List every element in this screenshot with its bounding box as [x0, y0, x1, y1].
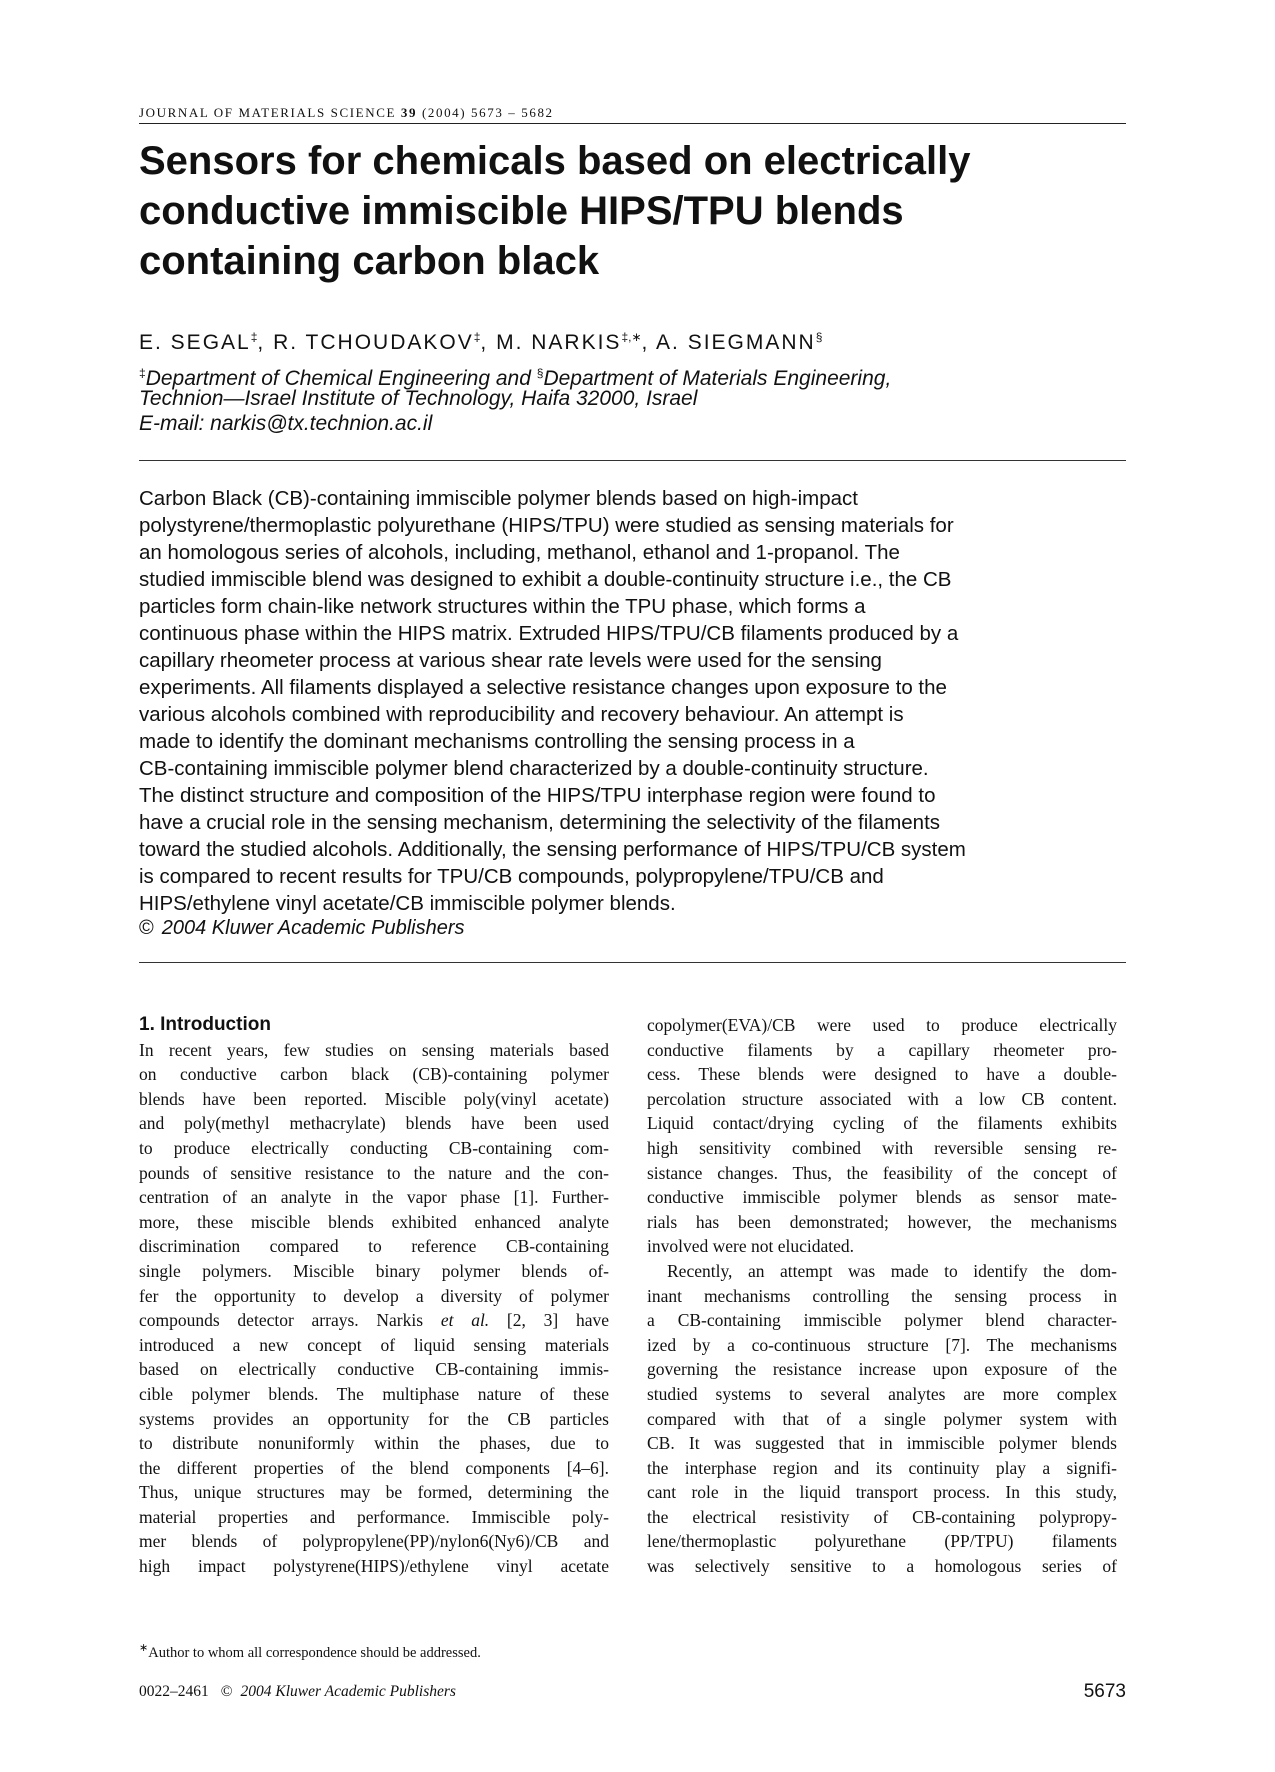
- abstract-line: toward the studied alcohols. Additionally, the sensing performance of HIPS/TPU/CB system: [139, 838, 966, 861]
- author-separator: ,: [257, 331, 274, 354]
- abstract-line: polystyrene/thermoplastic polyurethane (HIPS/TPU) were studied as sensing materials for: [139, 514, 954, 537]
- text-line: rials has been demonstrated; however, the mechanisms: [647, 1211, 1117, 1232]
- text-line: inant mechanisms controlling the sensing process in: [647, 1285, 1117, 1306]
- abstract-line: experiments. All filaments displayed a selective resistance changes upon exposure to the: [139, 676, 947, 699]
- abstract-bottom-rule: [139, 962, 1126, 963]
- footnote: [139, 1641, 481, 1662]
- abstract-line: is compared to recent results for TPU/CB compounds, polypropylene/TPU/CB and: [139, 865, 884, 888]
- text-line: more, these miscible blends exhibited enhanced analyte: [139, 1211, 609, 1232]
- author-email: E-mail: narkis@tx.technion.ac.il: [139, 412, 433, 435]
- text-line: a CB-containing immiscible polymer blend character-: [647, 1310, 1117, 1331]
- author-mark: §: [815, 330, 823, 344]
- journal-volume: 39: [400, 105, 418, 120]
- text-line: cant role in the liquid transport process. In this study,: [647, 1482, 1117, 1503]
- text-line: compared with that of a single polymer system with: [647, 1408, 1117, 1429]
- page-number: 5673: [1083, 1681, 1126, 1702]
- abstract-line: Carbon Black (CB)-containing immiscible polymer blends based on high-impact: [139, 487, 858, 510]
- author-name: R. TCHOUDAKOV: [273, 331, 474, 354]
- right-column: [647, 1013, 1117, 1579]
- text-line: conductive immiscible polymer blends as sensor mate-: [647, 1187, 1117, 1208]
- text-line: Thus, unique structures may be formed, determining the: [139, 1482, 609, 1503]
- footer-publisher: 2004 Kluwer Academic Publishers: [240, 1683, 456, 1700]
- text-line: centration of an analyte in the vapor phase [1]. Further-: [139, 1187, 609, 1208]
- text-line: to produce electrically conducting CB-containing com-: [139, 1137, 609, 1158]
- affiliation-mark: §: [536, 366, 544, 380]
- abstract-line: The distinct structure and composition of the HIPS/TPU interphase region were found to: [139, 784, 936, 807]
- affiliation-dept: Department of Chemical Engineering and: [145, 367, 537, 390]
- text-line: mer blends of polypropylene(PP)/nylon6(Ny6)/CB and: [139, 1531, 609, 1552]
- copyright-symbol: ©: [139, 917, 154, 939]
- text-line: pounds of sensitive resistance to the nature and the con-: [139, 1162, 609, 1183]
- text-line: conductive filaments by a capillary rheometer pro-: [647, 1039, 1117, 1060]
- abstract-line: CB-containing immiscible polymer blend characterized by a double-continuity structure.: [139, 757, 929, 780]
- text-line: percolation structure associated with a low CB content.: [647, 1088, 1117, 1109]
- affiliation-mark: ‡: [139, 366, 146, 380]
- text-line: blends have been reported. Miscible poly(vinyl acetate): [139, 1088, 609, 1109]
- text-line: cess. These blends were designed to have a double-: [647, 1064, 1117, 1085]
- text-line: introduced a new concept of liquid sensing materials: [139, 1334, 609, 1355]
- journal-name: JOURNAL OF MATERIALS SCIENCE: [139, 105, 397, 120]
- text-line: single polymers. Miscible binary polymer blends of-: [139, 1260, 609, 1281]
- author-mark: ‡: [250, 330, 258, 344]
- text-line: ized by a co-continuous structure [7]. The mechanisms: [647, 1334, 1117, 1355]
- abstract-line: HIPS/ethylene vinyl acetate/CB immiscible polymer blends.: [139, 892, 676, 915]
- text-line: and poly(methyl methacrylate) blends have been used: [139, 1113, 609, 1134]
- journal-year-pages: (2004) 5673 – 5682: [421, 105, 554, 120]
- abstract-line: have a crucial role in the sensing mechanism, determining the selectivity of the filaments: [139, 811, 941, 834]
- journal-header: [139, 105, 1126, 121]
- title-line: Sensors for chemicals based on electrically: [139, 139, 971, 183]
- abstract: [139, 485, 1126, 917]
- footnote-mark: ∗: [139, 1642, 149, 1654]
- text-line: the interphase region and its continuity play a signifi-: [647, 1457, 1117, 1478]
- text-line: was selectively sensitive to a homologous series of: [647, 1556, 1117, 1577]
- text-line: copolymer(EVA)/CB were used to produce electrically: [647, 1015, 1117, 1035]
- abstract-line: studied immiscible blend was designed to exhibit a double-continuity structure i.e., the CB: [139, 568, 952, 591]
- abstract-top-rule: [139, 460, 1126, 461]
- article-page: [139, 0, 1126, 1772]
- copyright-text: 2004 Kluwer Academic Publishers: [161, 917, 465, 939]
- abstract-line: an homologous series of alcohols, including, methanol, ethanol and 1-propanol. The: [139, 541, 900, 564]
- text-line: governing the resistance increase upon exposure of the: [647, 1359, 1117, 1380]
- article-title: [139, 136, 1126, 286]
- text-line: cible polymer blends. The multiphase nature of these: [139, 1383, 609, 1404]
- issn: 0022–2461: [139, 1683, 209, 1700]
- intro-paragraph: [139, 1038, 609, 1579]
- author-name: E. SEGAL: [139, 331, 251, 354]
- text-line: high impact polystyrene(HIPS)/ethylene vinyl acetate: [139, 1556, 609, 1577]
- intro-paragraph: [647, 1259, 1117, 1579]
- text-line: involved were not elucidated.: [647, 1236, 855, 1257]
- text-line: on conductive carbon black (CB)-containing polymer: [139, 1064, 609, 1085]
- author-separator: ,: [480, 331, 497, 354]
- author-name: M. NARKIS: [496, 331, 622, 354]
- abstract-copyright: [139, 917, 465, 940]
- text-line: to distribute nonuniformly within the phases, due to: [139, 1433, 609, 1454]
- affiliation-institute: Technion—Israel Institute of Technology, Haifa 32000, Israel: [139, 387, 698, 410]
- copyright-symbol: ©: [220, 1683, 233, 1700]
- text-line: systems provides an opportunity for the CB particles: [139, 1408, 609, 1429]
- text-line: material properties and performance. Immiscible poly-: [139, 1506, 609, 1527]
- author-mark: ‡: [473, 330, 481, 344]
- text-line: Recently, an attempt was made to identify the dom-: [667, 1260, 1117, 1281]
- text-line: sistance changes. Thus, the feasibility of the concept of: [647, 1162, 1117, 1183]
- abstract-line: capillary rheometer process at various shear rate levels were used for the sensing: [139, 649, 882, 672]
- text-line: discrimination compared to reference CB-containing: [139, 1236, 609, 1257]
- text-line: fer the opportunity to develop a diversity of polymer: [139, 1285, 609, 1306]
- footnote-text: Author to whom all correspondence should be addressed.: [148, 1644, 481, 1661]
- left-column: [139, 1013, 609, 1579]
- abstract-line: particles form chain-like network structures within the TPU phase, which forms a: [139, 595, 866, 618]
- abstract-line: continuous phase within the HIPS matrix. Extruded HIPS/TPU/CB filaments produced by a: [139, 622, 959, 645]
- title-line: conductive immiscible HIPS/TPU blends: [139, 189, 904, 233]
- section-heading: 1. Introduction: [139, 1014, 271, 1035]
- header-rule: [139, 123, 1126, 124]
- text-line: the different properties of the blend components [4–6].: [139, 1457, 609, 1478]
- author-separator: ,: [641, 331, 657, 354]
- abstract-line: various alcohols combined with reproducibility and recovery behaviour. An attempt is: [139, 703, 904, 726]
- title-line: containing carbon black: [139, 239, 600, 283]
- intro-paragraph: [647, 1013, 1117, 1259]
- author-name: A. SIEGMANN: [656, 331, 816, 354]
- text-line: studied systems to several analytes are more complex: [647, 1383, 1117, 1404]
- footer-issn-line: [139, 1683, 456, 1701]
- text-line: lene/thermoplastic polyurethane (PP/TPU) filaments: [647, 1531, 1117, 1552]
- text-line: compounds detector arrays. Narkis et al. [2, 3] have: [139, 1310, 609, 1331]
- text-line: Liquid contact/drying cycling of the filaments exhibits: [647, 1113, 1117, 1134]
- text-line: based on electrically conductive CB-containing immis-: [139, 1359, 609, 1380]
- text-line: CB. It was suggested that in immiscible polymer blends: [647, 1433, 1117, 1454]
- text-line: In recent years, few studies on sensing materials based: [139, 1039, 609, 1060]
- text-line: high sensitivity combined with reversible sensing re-: [647, 1137, 1117, 1158]
- affiliation-dept: Department of Materials Engineering,: [543, 367, 892, 390]
- text-line: the electrical resistivity of CB-containing polypropy-: [647, 1506, 1117, 1527]
- author-list: [139, 330, 1126, 355]
- author-mark: ‡,∗: [621, 330, 642, 344]
- abstract-line: made to identify the dominant mechanisms controlling the sensing process in a: [139, 730, 855, 753]
